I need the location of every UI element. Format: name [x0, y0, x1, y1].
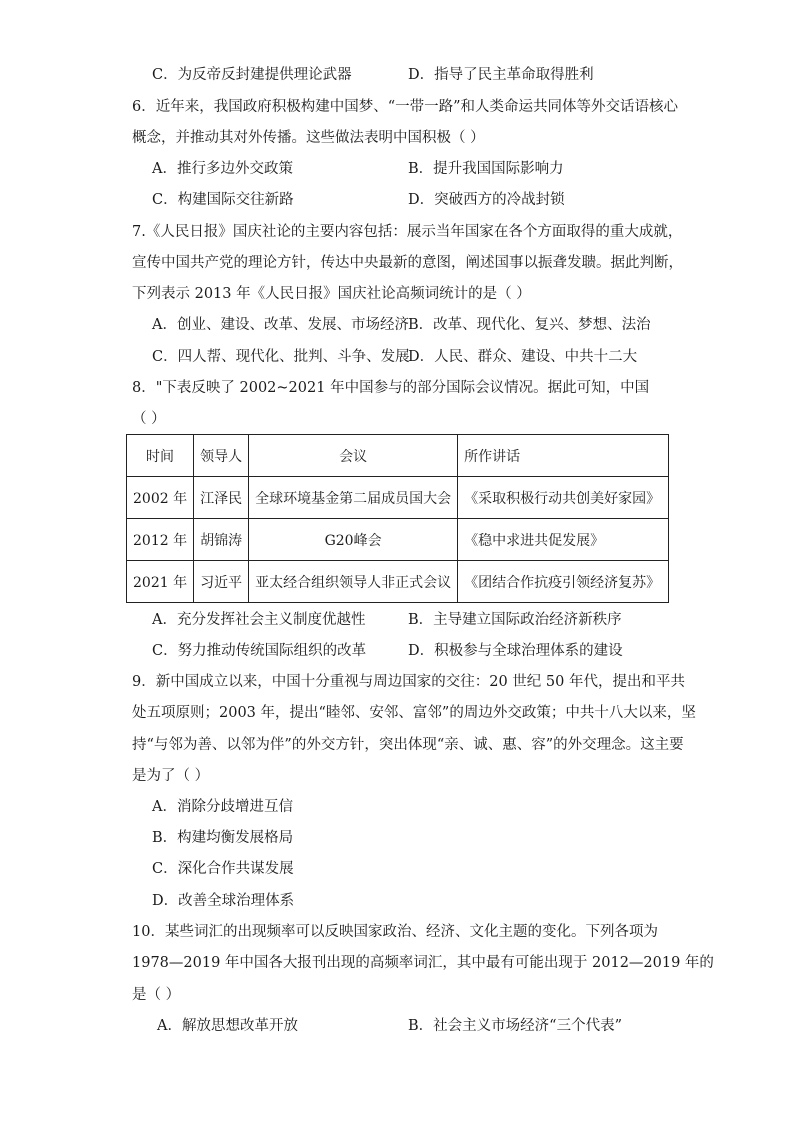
q5-option-c: C．为反帝反封建提供理论武器 — [152, 67, 352, 83]
q7-option-b: B．改革、现代化、复兴、梦想、法治 — [408, 317, 651, 333]
q9-stem-line1: 9．新中国成立以来，中国十分重视与周边国家的交往：20 世纪 50 年代，提出和平共 — [132, 674, 685, 690]
q6-stem-line2: 概念，并推动其对外传播。这些做法表明中国积极（ ） — [132, 130, 485, 146]
q8-option-c: C．努力推动传统国际组织的改革 — [152, 643, 367, 659]
table-cell: 胡锦涛 — [194, 519, 249, 561]
q7-option-c: C．四人帮、现代化、批判、斗争、发展 — [152, 349, 410, 365]
table-header-row — [127, 435, 669, 477]
table-row — [127, 477, 669, 519]
q7-option-a: A．创业、建设、改革、发展、市场经济 — [152, 317, 409, 333]
q8-stem-line2: （ ） — [132, 411, 166, 427]
q7-option-d: D．人民、群众、建设、中共十二大 — [408, 349, 638, 365]
q7-stem-line3: 下列表示 2013 年《人民日报》国庆社论高频词统计的是（ ） — [132, 286, 531, 302]
q9-stem-line2: 处五项原则；2003 年，提出“睦邻、安邻、富邻”的周边外交政策；中共十八大以来，坚 — [132, 705, 696, 721]
q9-option-d: D．改善全球治理体系 — [152, 893, 295, 909]
q10-stem-line1: 10．某些词汇的出现频率可以反映国家政治、经济、文化主题的变化。下列各项为 — [132, 924, 658, 940]
table-row — [127, 561, 669, 603]
table-cell: 《采取积极行动共创美好家园》 — [458, 477, 669, 519]
table-cell: 2012 年 — [127, 519, 194, 561]
table-cell: 全球环境基金第二届成员国大会 — [249, 477, 458, 519]
table-cell: 江泽民 — [194, 477, 249, 519]
q6-option-a: A．推行多边外交政策 — [152, 161, 293, 177]
table-header-cell: 领导人 — [194, 435, 249, 477]
q10-option-a: A．解放思想改革开放 — [157, 1018, 298, 1034]
table-header-cell: 时间 — [127, 435, 194, 477]
q6-option-b: B．提升我国国际影响力 — [408, 161, 564, 177]
table-cell: 《团结合作抗疫引领经济复苏》 — [458, 561, 669, 603]
q6-option-d: D．突破西方的冷战封锁 — [408, 192, 565, 208]
q9-stem-line4: 是为了（ ） — [132, 768, 210, 784]
q6-stem-line1: 6．近年来，我国政府积极构建中国梦、“一带一路”和人类命运共同体等外交话语核心 — [132, 99, 679, 115]
q5-option-d: D．指导了民主革命取得胜利 — [408, 67, 594, 83]
table-header-cell: 所作讲话 — [458, 435, 669, 477]
table-cell: 2021 年 — [127, 561, 194, 603]
table-cell: 2002 年 — [127, 477, 194, 519]
table-row — [127, 519, 669, 561]
q6-option-c: C．构建国际交往新路 — [152, 192, 294, 208]
q9-option-c: C．深化合作共谋发展 — [152, 861, 294, 877]
q10-stem-line2: 1978—2019 年中国各大报刊出现的高频率词汇，其中最有可能出现于 2012—2019 年的 — [132, 955, 714, 971]
table-cell: 《稳中求进共促发展》 — [458, 519, 669, 561]
q9-option-a: A．消除分歧增进互信 — [152, 799, 293, 815]
q9-stem-line3: 持“与邻为善、以邻为伴”的外交方针，突出体现“亲、诚、惠、容”的外交理念。这主要 — [132, 737, 684, 753]
q9-option-b: B．构建均衡发展格局 — [152, 830, 294, 846]
q8-stem-line1: 8．"下表反映了 2002~2021 年中国参与的部分国际会议情况。据此可知，中国 — [132, 380, 650, 396]
table-header-cell: 会议 — [249, 435, 458, 477]
q10-option-b: B．社会主义市场经济“三个代表” — [408, 1018, 622, 1034]
q10-stem-line3: 是（ ） — [132, 987, 181, 1003]
q8-table — [126, 434, 669, 603]
q8-option-a: A．充分发挥社会主义制度优越性 — [152, 612, 366, 628]
q7-stem-line1: 7.《人民日报》国庆社论的主要内容包括：展示当年国家在各个方面取得的重大成就， — [132, 224, 683, 240]
q8-option-d: D．积极参与全球治理体系的建设 — [408, 643, 623, 659]
table-cell: 亚太经合组织领导人非正式会议 — [249, 561, 458, 603]
q7-stem-line2: 宣传中国共产党的理论方针，传达中央最新的意图，阐述国事以振聋发聩。据此判断， — [132, 255, 683, 271]
q8-option-b: B．主导建立国际政治经济新秩序 — [408, 612, 622, 628]
table-cell: 习近平 — [194, 561, 249, 603]
table-cell: G20峰会 — [249, 519, 458, 561]
